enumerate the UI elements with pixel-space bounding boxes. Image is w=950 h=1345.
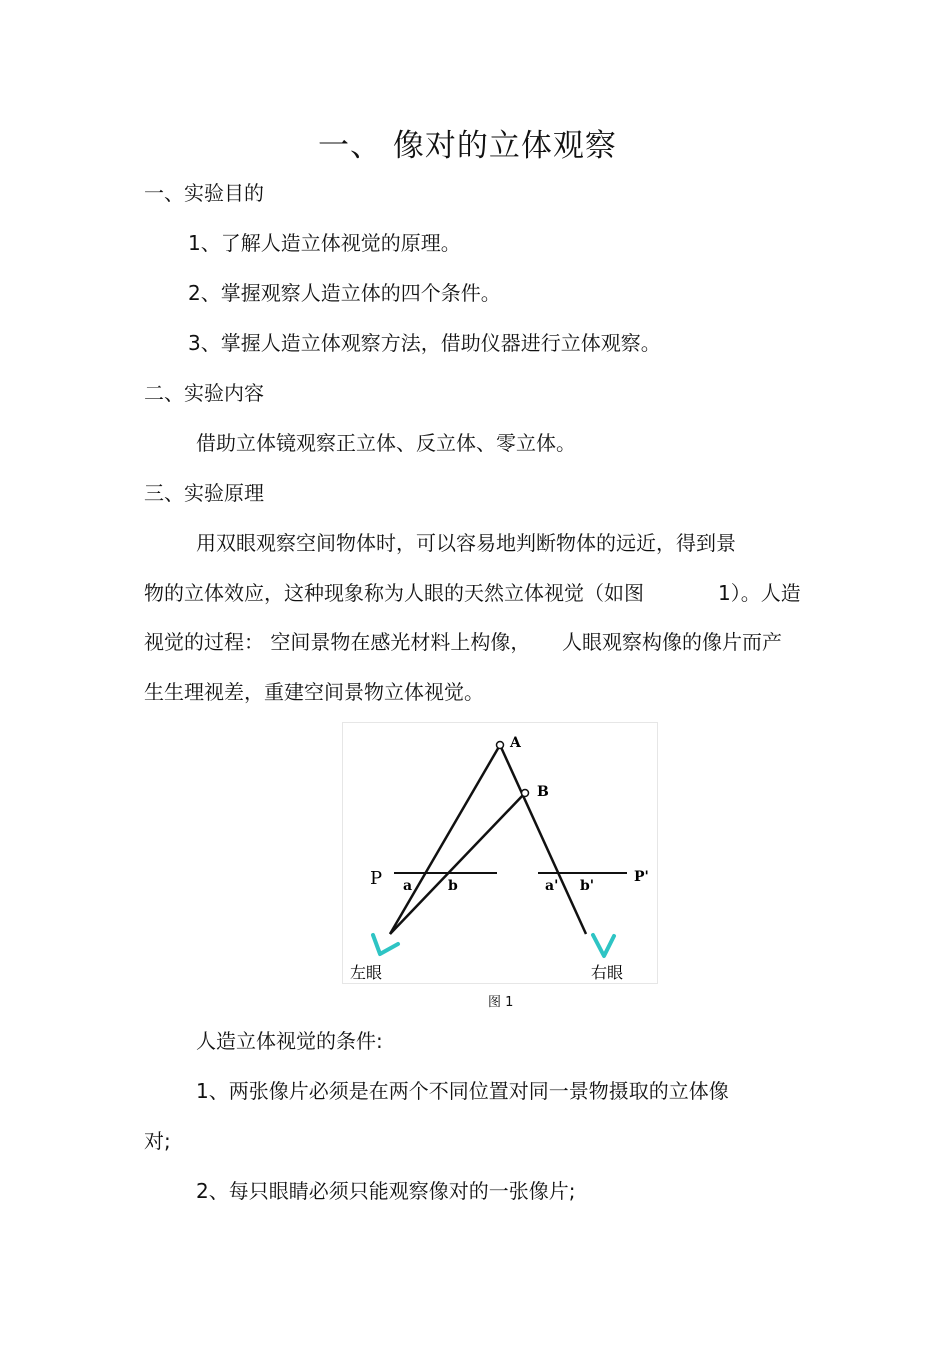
purpose-item-1: 1、了解人造立体视觉的原理。 bbox=[188, 231, 461, 255]
page-title: 一、 像对的立体观察 bbox=[318, 128, 617, 164]
stereo-vision-diagram bbox=[342, 722, 658, 984]
figure-caption: 图 1 bbox=[488, 995, 514, 1010]
label-a-prime: a' bbox=[545, 878, 559, 894]
condition-1-line-1: 1、两张像片必须是在两个不同位置对同一景物摄取的立体像 bbox=[196, 1079, 729, 1103]
principle-line-3-end: 人眼观察构像的像片而产 bbox=[562, 630, 782, 654]
point-A bbox=[497, 742, 504, 749]
condition-1-line-2: 对; bbox=[144, 1129, 171, 1153]
section-heading-content: 二、实验内容 bbox=[144, 381, 264, 405]
stereo-vision-figure bbox=[342, 722, 658, 984]
label-A: A bbox=[510, 735, 521, 751]
principle-line-4: 生生理视差，重建空间景物立体视觉。 bbox=[144, 680, 484, 704]
principle-line-3: 视觉的过程： 空间景物在感光材料上构像， bbox=[144, 630, 531, 654]
principle-line-1: 用双眼观察空间物体时，可以容易地判断物体的远近，得到景 bbox=[196, 531, 736, 555]
conditions-intro: 人造立体视觉的条件: bbox=[196, 1029, 383, 1053]
purpose-item-2: 2、掌握观察人造立体的四个条件。 bbox=[188, 281, 501, 305]
label-b: b bbox=[448, 878, 458, 894]
point-B bbox=[522, 790, 529, 797]
section-heading-principle: 三、实验原理 bbox=[144, 481, 264, 505]
principle-line-2: 物的立体效应，这种现象称为人眼的天然立体视觉（如图 bbox=[144, 581, 644, 605]
label-left-eye: 左眼 bbox=[350, 963, 383, 982]
label-P: P bbox=[370, 868, 383, 889]
section-heading-purpose: 一、实验目的 bbox=[144, 181, 264, 205]
condition-2: 2、每只眼睛必须只能观察像对的一张像片; bbox=[196, 1179, 576, 1203]
label-b-prime: b' bbox=[580, 878, 595, 894]
label-right-eye: 右眼 bbox=[591, 963, 624, 982]
principle-line-2-end: 1）。人造 bbox=[718, 581, 801, 605]
label-a: a bbox=[403, 878, 413, 894]
label-B: B bbox=[537, 784, 549, 800]
label-P-prime: P' bbox=[634, 869, 649, 885]
purpose-item-3: 3、掌握人造立体观察方法，借助仪器进行立体观察。 bbox=[188, 331, 661, 355]
content-body: 借助立体镜观察正立体、反立体、零立体。 bbox=[196, 431, 576, 455]
